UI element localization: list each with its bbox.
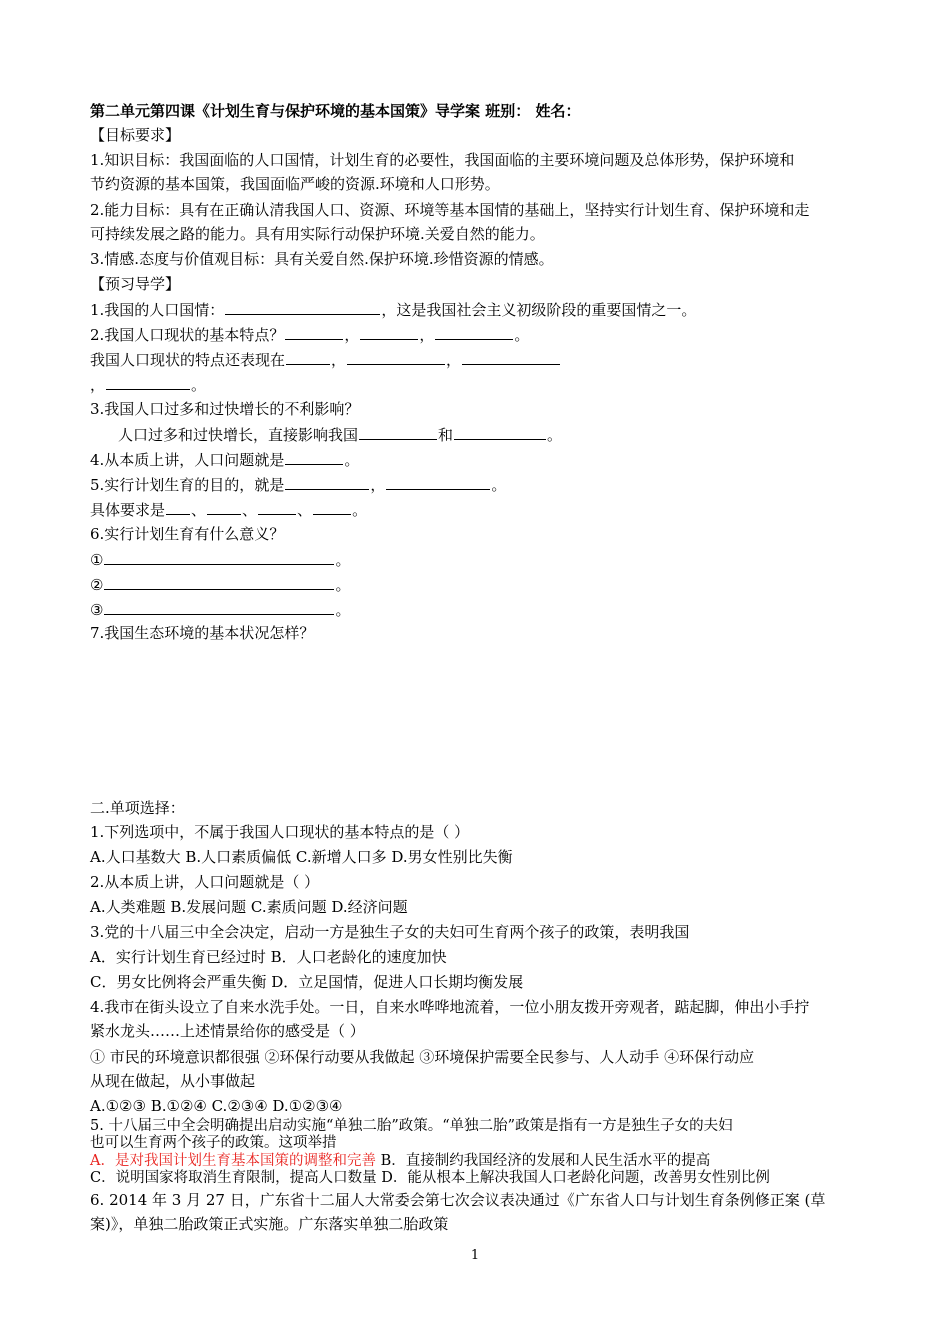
q3b-and: 和 bbox=[438, 426, 454, 444]
q2-period: 。 bbox=[514, 326, 530, 344]
preview-q2b-cont bbox=[90, 373, 206, 396]
goal-3: 3.情感.态度与价值观目标：具有关爱自然.保护环境.珍惜资源的情感。 bbox=[90, 250, 554, 268]
goal-2-line-2: 可持续发展之路的能力。具有用实际行动保护环境.关爱自然的能力。 bbox=[90, 225, 545, 243]
preview-q2b bbox=[90, 348, 561, 371]
q6-period-1: 。 bbox=[335, 551, 351, 569]
answer-highlight: A．是对我国计划生育基本国策的调整和完善 bbox=[90, 1153, 376, 1169]
choice-q5-options-cd: C．说明国家将取消生育限制，提高人口数量 D．能从根本上解决我国人口老龄化问题，改善男女性别比例 bbox=[90, 1170, 770, 1186]
q6-blank-3[interactable] bbox=[104, 598, 334, 615]
q5b-blank-3[interactable] bbox=[258, 498, 296, 515]
preview-q7: 7.我国生态环境的基本状况怎样？ bbox=[90, 624, 315, 642]
choice-q5-options-ab bbox=[90, 1152, 710, 1170]
q1-blank[interactable] bbox=[225, 298, 380, 315]
q5b-sep-1: 、 bbox=[191, 501, 207, 519]
q5b-blank-4[interactable] bbox=[313, 498, 351, 515]
preview-q3: 3.我国人口过多和过快增长的不利影响？ bbox=[90, 400, 360, 418]
preview-q6: 6.实行计划生育有什么意义？ bbox=[90, 525, 285, 543]
q5b-blank-2[interactable] bbox=[207, 498, 241, 515]
q6-period-2: 。 bbox=[335, 576, 351, 594]
q4-text: 4.从本质上讲，人口问题就是 bbox=[90, 451, 285, 469]
choice-q2-options: A.人类难题 B.发展问题 C.素质问题 D.经济问题 bbox=[90, 898, 408, 916]
q2-comma-2: ， bbox=[419, 326, 435, 344]
q2-comma-1: ， bbox=[344, 326, 360, 344]
q2b-blank-2[interactable] bbox=[347, 348, 445, 365]
q2b-blank-4[interactable] bbox=[106, 373, 190, 390]
preview-q1 bbox=[90, 298, 696, 321]
q3b-text: 人口过多和过快增长，直接影响我国 bbox=[118, 426, 359, 444]
choice-q5-line-2: 也可以生育两个孩子的政策。这项举措 bbox=[90, 1135, 337, 1151]
q2-blank-1[interactable] bbox=[285, 323, 343, 340]
choice-q4-options: A.①②③ B.①②④ C.②③④ D.①②③④ bbox=[90, 1097, 343, 1115]
page-title: 第二单元第四课《计划生育与保护环境的基本国策》导学案 班别： 姓名： bbox=[90, 102, 581, 120]
q5-period: 。 bbox=[491, 476, 507, 494]
preview-header: 【预习导学】 bbox=[90, 275, 181, 293]
q6-blank-2[interactable] bbox=[104, 573, 334, 590]
q1-text: 1.我国的人口国情： bbox=[90, 301, 225, 319]
q2b-comma-3: ， bbox=[90, 376, 106, 394]
q5b-text: 具体要求是 bbox=[90, 501, 166, 519]
choice-q4-line-2: 紧水龙头……上述情景给你的感受是（ ） bbox=[90, 1022, 365, 1040]
q2b-period: 。 bbox=[191, 376, 207, 394]
choice-q3-options-cd: C．男女比例将会严重失衡 D．立足国情，促进人口长期均衡发展 bbox=[90, 973, 524, 991]
q3b-blank-2[interactable] bbox=[454, 423, 546, 440]
page-number: 1 bbox=[470, 1248, 480, 1263]
choice-q4-statements-2: 从现在做起，从小事做起 bbox=[90, 1072, 256, 1090]
q4-period: 。 bbox=[344, 451, 360, 469]
choice-q1: 1.下列选项中，不属于我国人口现状的基本特点的是（ ） bbox=[90, 823, 470, 841]
circled-3: ③ bbox=[90, 601, 104, 619]
q3b-period: 。 bbox=[547, 426, 563, 444]
preview-q6-item-1 bbox=[90, 548, 350, 571]
choice-q3: 3.党的十八届三中全会决定，启动一方是独生子女的夫妇可生育两个孩子的政策，表明我国 bbox=[90, 923, 690, 941]
circled-2: ② bbox=[90, 576, 104, 594]
goals-header: 【目标要求】 bbox=[90, 126, 181, 144]
q1-tail: ，这是我国社会主义初级阶段的重要国情之一。 bbox=[381, 301, 697, 319]
option-b: B．直接制约我国经济的发展和人民生活水平的提高 bbox=[375, 1153, 711, 1169]
choice-q6-line-2: 案)》，单独二胎政策正式实施。广东落实单独二胎政策 bbox=[90, 1215, 449, 1233]
preview-q6-item-3 bbox=[90, 598, 350, 621]
preview-q6-item-2 bbox=[90, 573, 350, 596]
goal-1-line-2: 节约资源的基本国策，我国面临严峻的资源.环境和人口形势。 bbox=[90, 175, 500, 193]
q2b-comma-2: ， bbox=[446, 351, 462, 369]
q2-blank-3[interactable] bbox=[435, 323, 513, 340]
q6-blank-1[interactable] bbox=[104, 548, 334, 565]
q5-comma: ， bbox=[370, 476, 386, 494]
q5b-sep-2: 、 bbox=[242, 501, 258, 519]
choice-header: 二.单项选择： bbox=[90, 799, 185, 817]
preview-q4 bbox=[90, 448, 359, 471]
preview-q2 bbox=[90, 323, 529, 346]
q5-text: 5.实行计划生育的目的，就是 bbox=[90, 476, 285, 494]
q2b-blank-3[interactable] bbox=[462, 348, 560, 365]
choice-q6-line-1: 6. 2014 年 3 月 27 日，广东省十二届人大常委会第七次会议表决通过《广东省人口与计划生育条例修正案 (草 bbox=[90, 1191, 826, 1209]
q6-period-3: 。 bbox=[335, 601, 351, 619]
q2b-comma-1: ， bbox=[331, 351, 347, 369]
preview-q3b bbox=[118, 423, 562, 446]
q5-blank-1[interactable] bbox=[285, 473, 369, 490]
circled-1: ① bbox=[90, 551, 104, 569]
choice-q4-statements-1: ① 市民的环境意识都很强 ②环保行动要从我做起 ③环境保护需要全民参与、人人动手 ④环保行动应 bbox=[90, 1048, 755, 1066]
q5-blank-2[interactable] bbox=[386, 473, 490, 490]
q2-blank-2[interactable] bbox=[360, 323, 418, 340]
q3b-blank-1[interactable] bbox=[359, 423, 437, 440]
goal-2-line-1: 2.能力目标：具有在正确认清我国人口、资源、环境等基本国情的基础上，坚持实行计划生育、保护环境和走 bbox=[90, 201, 810, 219]
q5b-sep-3: 、 bbox=[297, 501, 313, 519]
choice-q4-line-1: 4.我市在街头设立了自来水洗手处。一日，自来水哗哗地流着，一位小朋友拨开旁观者，踮起脚，伸出小手拧 bbox=[90, 998, 810, 1016]
choice-q5-line-1: 5. 十八届三中全会明确提出启动实施“单独二胎”政策。“单独二胎”政策是指有一方是独生子女的夫妇 bbox=[90, 1118, 733, 1134]
goal-1-line-1: 1.知识目标：我国面临的人口国情，计划生育的必要性，我国面临的主要环境问题及总体形势，保护环境和 bbox=[90, 151, 795, 169]
preview-q5 bbox=[90, 473, 506, 496]
choice-q1-options: A.人口基数大 B.人口素质偏低 C.新增人口多 D.男女性别比失衡 bbox=[90, 848, 513, 866]
choice-q3-options-ab: A．实行计划生育已经过时 B．人口老龄化的速度加快 bbox=[90, 948, 447, 966]
preview-q5b bbox=[90, 498, 367, 521]
q4-blank[interactable] bbox=[285, 448, 343, 465]
choice-q2: 2.从本质上讲，人口问题就是（ ） bbox=[90, 873, 320, 891]
q5b-period: 。 bbox=[352, 501, 368, 519]
q2b-blank-1[interactable] bbox=[286, 348, 330, 365]
q5b-blank-1[interactable] bbox=[166, 498, 190, 515]
q2-text: 2.我国人口现状的基本特点？ bbox=[90, 326, 285, 344]
q2b-text: 我国人口现状的特点还表现在 bbox=[90, 351, 286, 369]
